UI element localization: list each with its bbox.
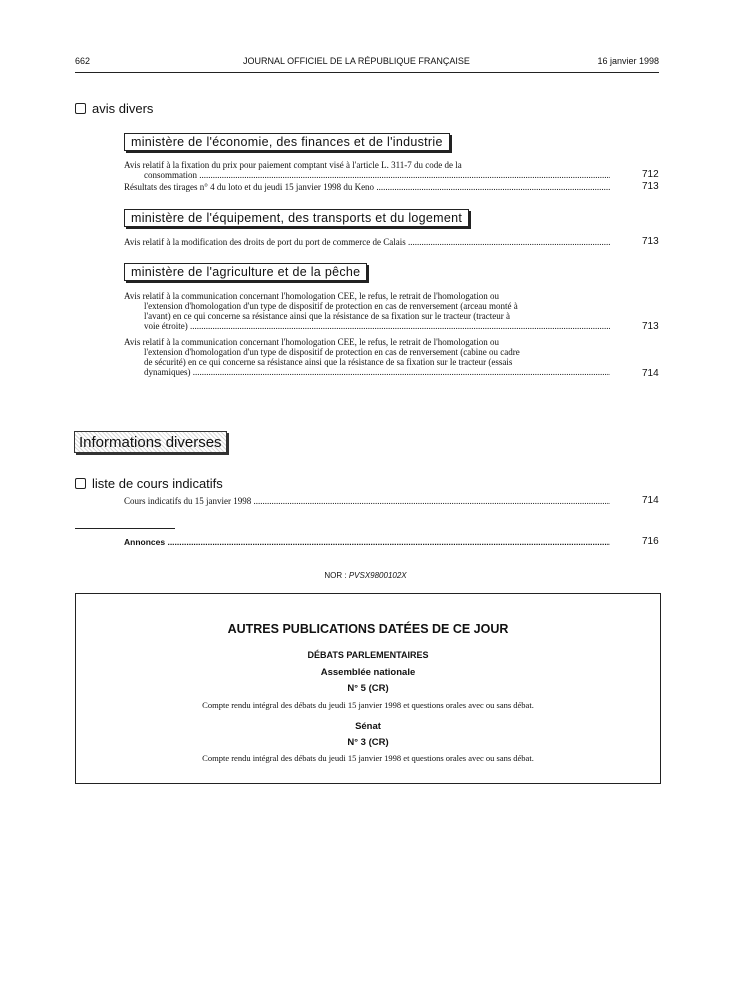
entry-text: Résultats des tirages n° 4 du loto et du jeudi 15 janvier 1998 du Keno ..... [124,182,610,192]
ministry-heading-equipement: ministère de l'équipement, des transports et du logement [124,209,469,227]
nor-label: NOR : [324,571,347,580]
senat-number: N° 3 (CR) [347,737,389,748]
list-item [124,537,610,547]
list-item [124,337,610,377]
list-item [124,496,610,506]
entry-text: voie étroite) ..... [124,321,610,331]
checkbox-icon [75,478,86,489]
checkbox-icon [75,103,86,114]
entry-text: de sécurité) en ce qui concerne sa résistance ainsi que la résistance de sa fixation sur le tracteur (essais [144,357,513,367]
debats-heading: DÉBATS PARLEMENTAIRES [307,650,429,660]
nor-reference [0,571,731,580]
entry-text: consommation ..... [124,170,610,180]
ministry-heading-agriculture: ministère de l'agriculture et de la pêche [124,263,367,281]
assemblee-heading: Assemblée nationale [320,667,416,678]
nor-code: PVSX9800102X [348,571,407,580]
entry-page: 713 [642,321,659,332]
entry-text: Avis relatif à la communication concernant l'homologation CEE, le refus, le retrait de l'homologation ou [124,337,499,347]
section-avis-divers [75,101,153,116]
list-item [124,237,610,247]
assemblee-description: Compte rendu intégral des débats du jeudi 15 janvier 1998 et questions orales avec ou sans débat. [202,700,534,710]
header-rule [75,72,659,73]
entry-text: Avis relatif à la fixation du prix pour paiement comptant visé à l'article L. 311-7 du code de la [124,160,462,170]
entry-page: 713 [642,236,659,247]
entry-page: 716 [642,536,659,547]
section-title: liste de cours indicatifs [92,476,223,491]
assemblee-number: N° 5 (CR) [347,683,389,694]
section-title: avis divers [92,101,154,116]
autres-publications-box [75,593,661,784]
page-number: 662 [75,56,91,66]
list-item [124,182,610,192]
list-item [124,291,610,331]
entry-text: Avis relatif à la modification des droits de port du port de commerce de Calais ..... [124,237,610,247]
entry-text: l'avant) en ce qui concerne sa résistance ainsi que la résistance de sa fixation sur le tracteur (tracteur à [144,311,510,321]
section-informations-diverses: Informations diverses [74,431,227,453]
senat-description: Compte rendu intégral des débats du jeudi 15 janvier 1998 et questions orales avec ou sans débat. [202,753,534,763]
entry-text: l'extension d'homologation d'un type de dispositif de protection en cas de renversement (arceau monté à [144,301,518,311]
box-title: AUTRES PUBLICATIONS DATÉES DE CE JOUR [227,622,509,636]
entry-page: 714 [642,495,659,506]
list-item [124,160,610,180]
senat-heading: Sénat [355,721,381,732]
page-header [75,56,659,70]
entry-text: Annonces ..... [124,537,610,547]
entry-page: 713 [642,181,659,192]
entry-page: 712 [642,169,659,180]
section-liste-cours [75,476,223,491]
entry-text: dynamiques) ..... [124,367,610,377]
entry-text: Avis relatif à la communication concernant l'homologation CEE, le refus, le retrait de l'homologation ou [124,291,499,301]
entry-page: 714 [642,368,659,379]
entry-text: l'extension d'homologation d'un type de dispositif de protection en cas de renversement (cabine ou cadre [144,347,520,357]
ministry-heading-economie: ministère de l'économie, des finances et de l'industrie [124,133,450,151]
journal-title: JOURNAL OFFICIEL DE LA RÉPUBLIQUE FRANÇAISE [243,56,470,66]
entry-text: Cours indicatifs du 15 janvier 1998 ..... [124,496,610,506]
issue-date: 16 janvier 1998 [597,56,659,66]
divider [75,528,175,529]
